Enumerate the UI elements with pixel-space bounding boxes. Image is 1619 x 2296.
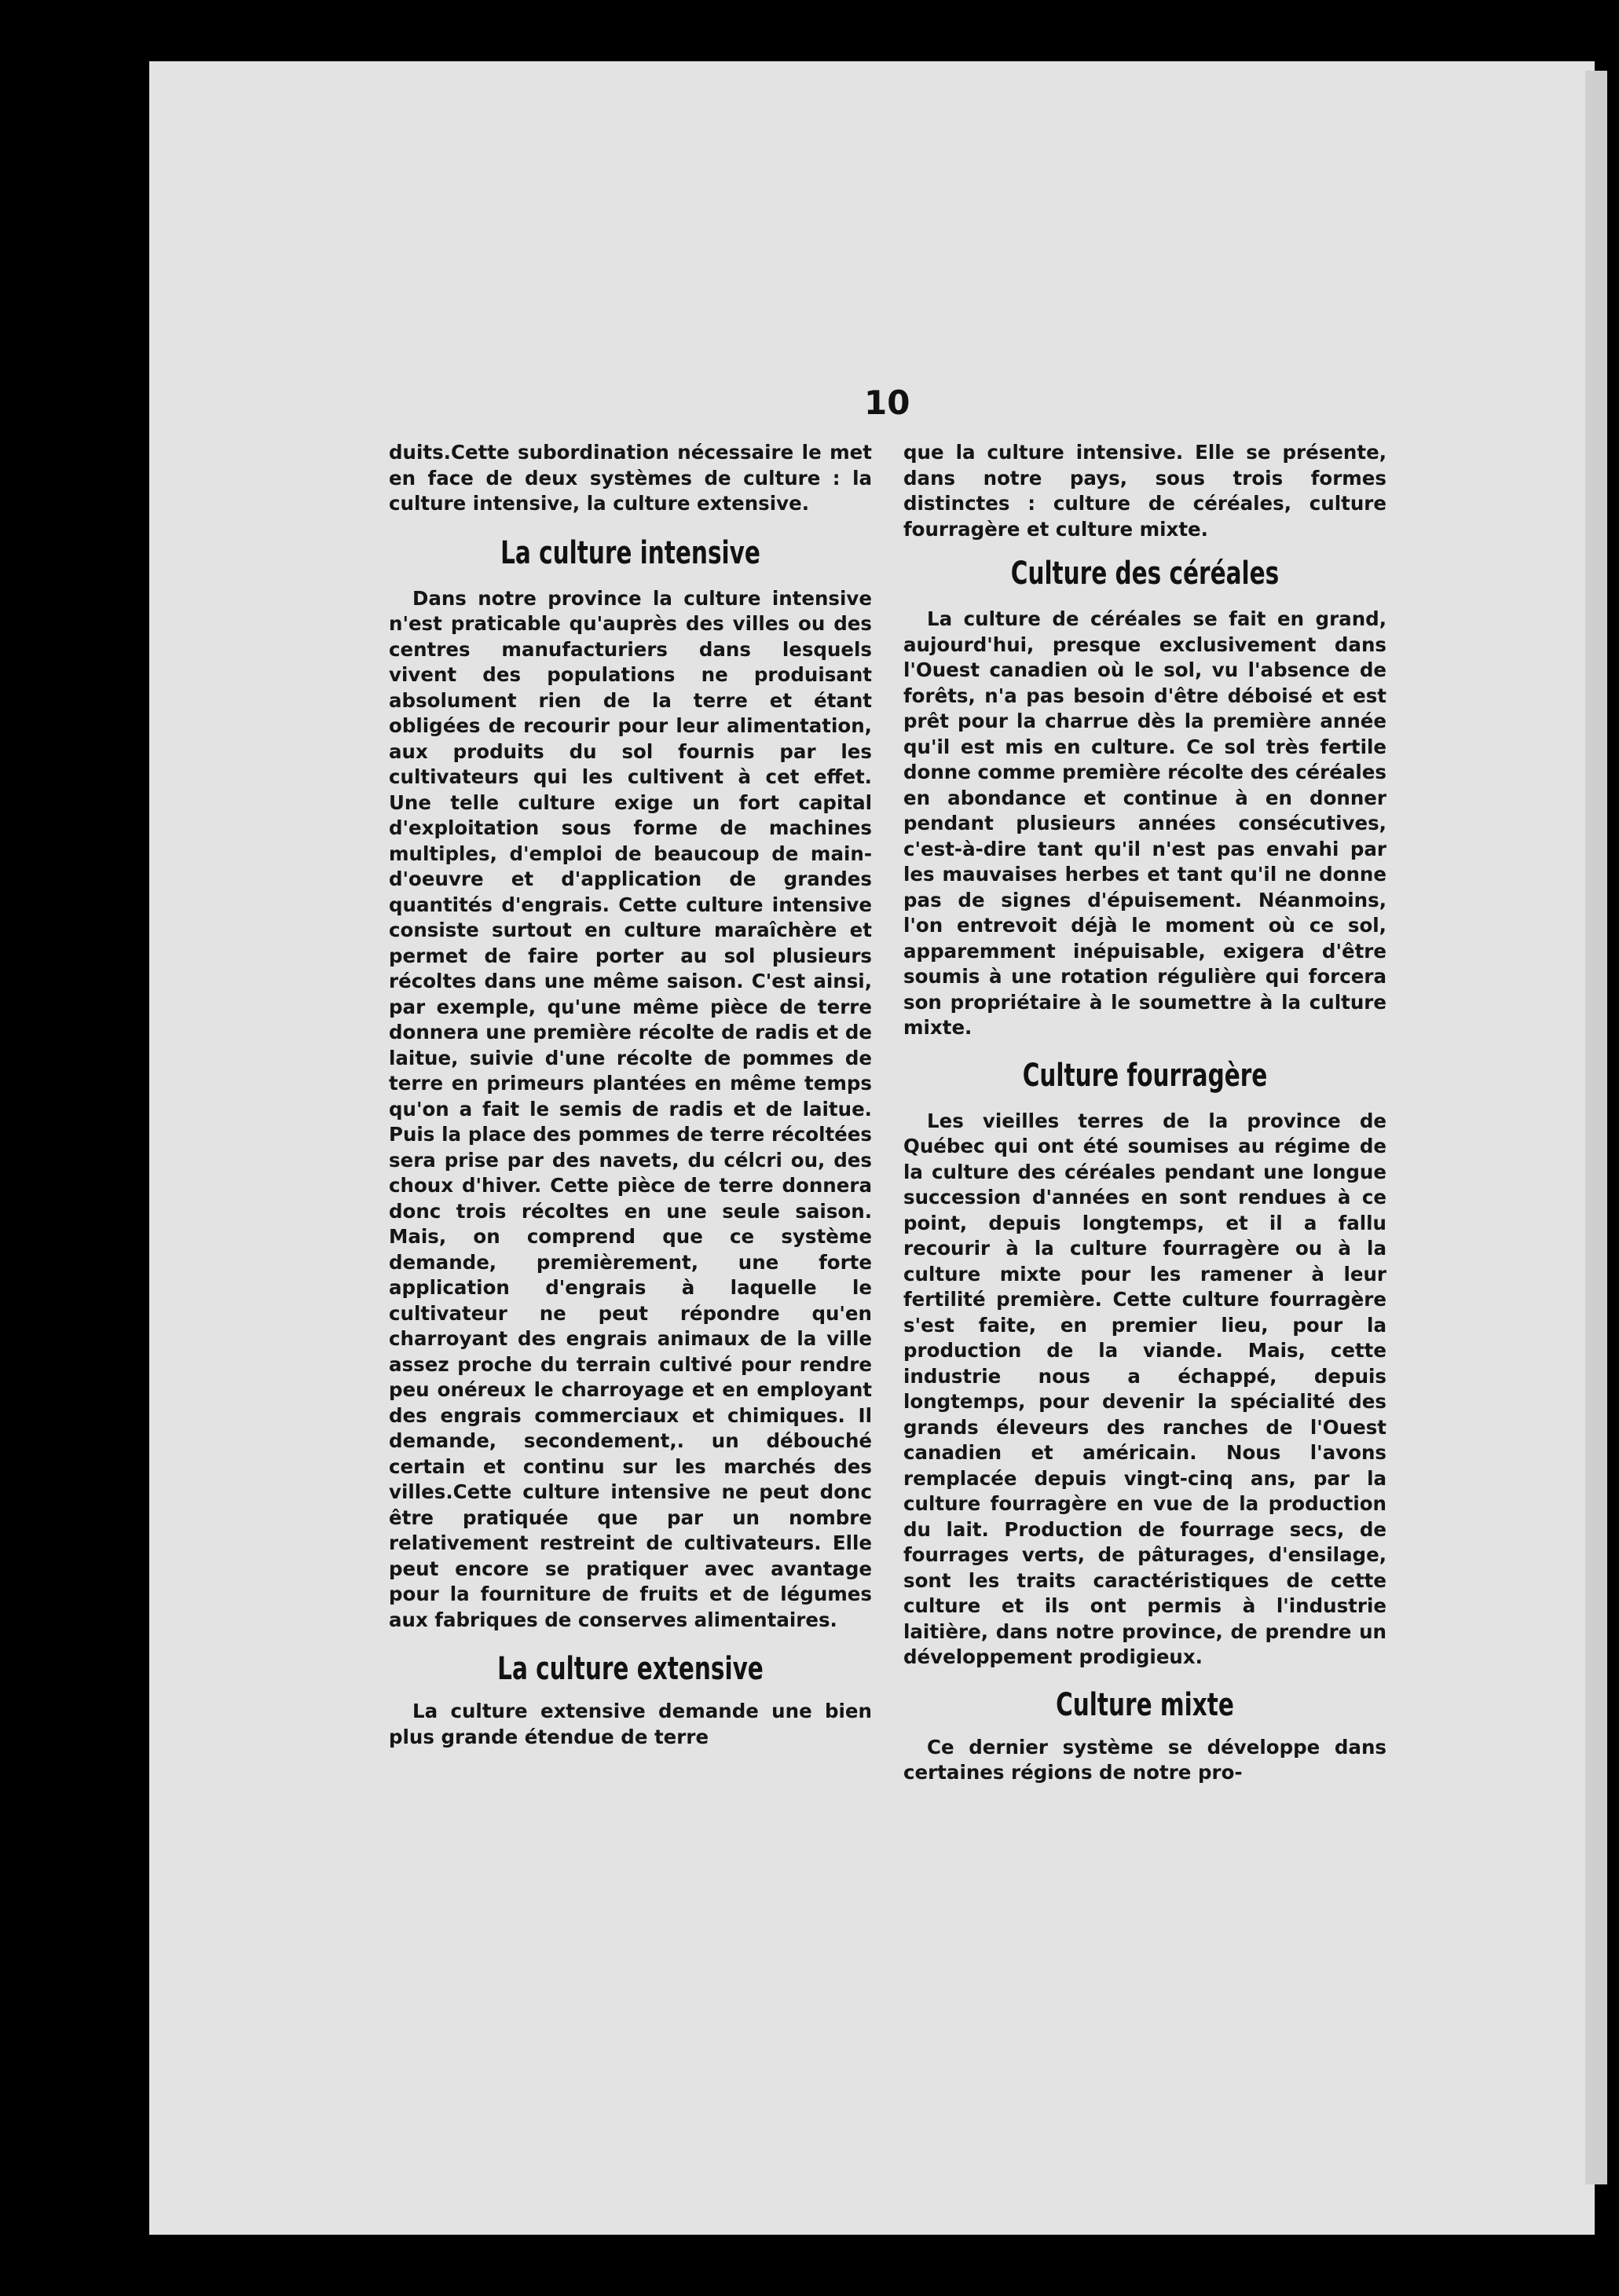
section-heading: La culture intensive bbox=[500, 534, 760, 571]
page-number: 10 bbox=[864, 383, 910, 422]
section-heading: Culture fourragère bbox=[1022, 1057, 1268, 1094]
paragraph: Dans notre province la culture intensive n'est praticable qu'auprès des villes ou des centres manufacturiers dans lesquels vivent des populations ne produisant absolument rien de la terre et étant obligées de recourir pour leur alimentation, aux produits du sol fournis par les cultivateurs qui les cultivent à cet effet. Une telle culture exige un fort capital d'exploitation sous forme de machines multiples, d'emploi de beaucoup de main-d'oeuvre et d'application de grandes quantités d'engrais. Cette culture intensive consiste surtout en culture maraîchère et permet de faire porter au sol plusieurs récoltes dans une même saison. C'est ainsi, par exemple, qu'une même pièce de terre donnera une première récolte de radis et de laitue, suivie d'une récolte de pommes de terre en primeurs plantées en même temps qu'on a fait le semis de radis et de laitue. Puis la place des pommes de terre récoltées sera prise par des navets, du célcri ou, des choux d'hiver. Cette pièce de terre donnera donc trois récoltes en une seule saison. Mais, on comprend que ce système demande, premièrement, une forte application d'engrais à laquelle le cultivateur ne peut répondre qu'en charroyant des engrais animaux de la ville assez proche du terrain cultivé pour rendre peu onéreux le charroyage et en employant des engrais commerciaux et chimiques. Il demande, secondement,. un débouché certain et continu sur les marchés des villes.Cette culture intensive ne peut donc être pratiquée que par un nombre relativement restreint de cultivateurs. Elle peut encore se pratiquer avec avantage pour la fourniture de fruits et de légumes aux fabriques de conserves alimentaires. bbox=[389, 586, 872, 1631]
paragraph: La culture extensive demande une bien plus grande étendue de terre bbox=[389, 1700, 872, 1748]
section-heading: Culture mixte bbox=[1056, 1686, 1234, 1723]
page-edge bbox=[1585, 71, 1607, 2184]
paragraph: duits.Cette subordination nécessaire le met en face de deux systèmes de culture : la culture intensive, la culture extensive. bbox=[389, 441, 872, 515]
right-column bbox=[903, 440, 1386, 1786]
section-heading: Culture des céréales bbox=[1010, 556, 1280, 592]
paragraph: Les vieilles terres de la province de Québec qui ont été soumises au régime de la culture des céréales pendant une longue succession d'années en sont rendues à ce point, depuis longtemps, et il a fallu recourir à la culture fourragère ou à la culture mixte pour les ramener à leur fertilité première. Cette culture fourragère s'est faite, en premier lieu, pour la production de la viande. Mais, cette industrie nous a échappé, depuis longtemps, pour devenir la spécialité des grands éleveurs des ranches de l'Ouest canadien et américain. Nous l'avons remplacée depuis vingt-cinq ans, par la culture fourragère en vue de la production du lait. Production de fourrage secs, de fourrages verts, de pâturages, d'ensilage, sont les traits caractéristiques de cette culture et ils ont permis à l'industrie laitière, dans notre province, de prendre un développement prodigieux. bbox=[903, 1109, 1386, 1668]
paragraph: Ce dernier système se développe dans certaines régions de notre pro- bbox=[903, 1735, 1386, 1784]
section-heading: La culture extensive bbox=[497, 1651, 764, 1687]
paragraph: La culture de céréales se fait en grand, aujourd'hui, presque exclusivement dans l'Ouest canadien où le sol, vu l'absence de forêts, n'a pas besoin d'être déboisé et est prêt pour la charrue dès la première année qu'il est mis en culture. Ce sol très fertile donne comme première récolte des céréales en abondance et continue à en donner pendant plusieurs années consécutives, c'est-à-dire tant qu'il n'est pas envahi par les mauvaises herbes et tant qu'il ne donne pas de signes d'épuisement. Néanmoins, l'on entrevoit déjà le moment où ce sol, apparemment inépuisable, exigera d'être soumis à une rotation régulière qui forcera son propriétaire à le soumettre à la culture mixte. bbox=[903, 607, 1386, 1039]
paragraph: que la culture intensive. Elle se présente, dans notre pays, sous trois formes distinctes : culture de céréales, culture fourragère et culture mixte. bbox=[903, 441, 1386, 541]
left-column bbox=[389, 440, 872, 1750]
